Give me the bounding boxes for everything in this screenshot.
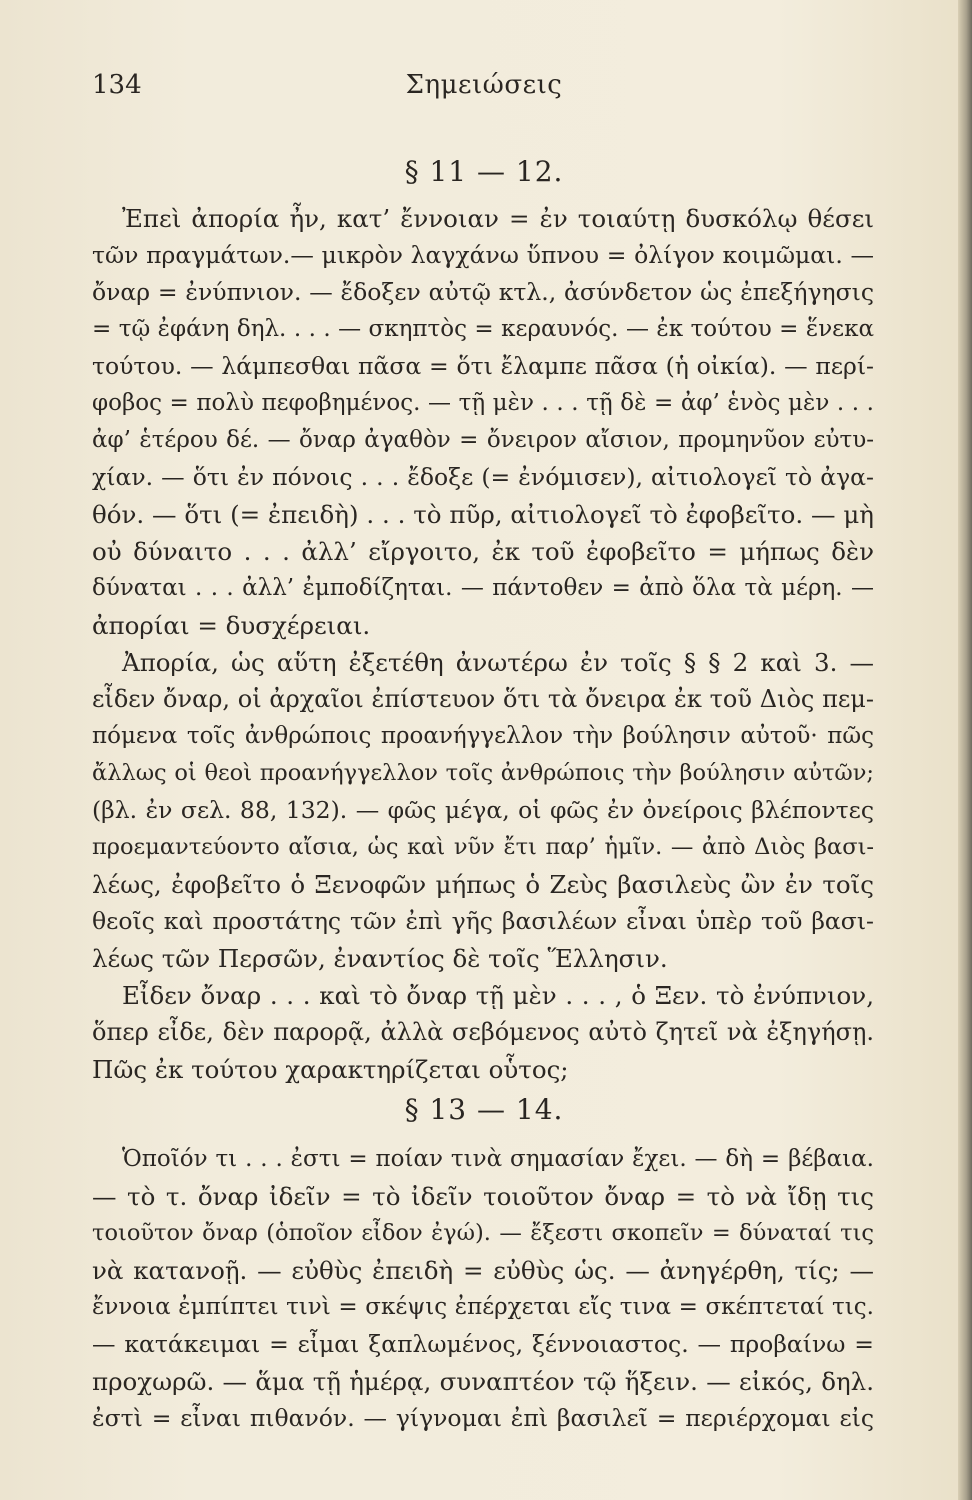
text-line: χίαν. — ὅτι ἐν πόνοις . . . ἔδοξε (= ἐνόμισεν), αἰτιολογεῖ τὸ ἀγα- xyxy=(92,463,874,491)
running-title: Σημειώσεις xyxy=(405,70,563,100)
text-line: πόμενα τοῖς ἀνθρώποις προανήγγελλον τὴν βούλησιν αὐτοῦ· πῶς xyxy=(92,723,874,749)
text-line: εἶδεν ὄναρ, οἱ ἀρχαῖοι ἐπίστευον ὅτι τὰ ὄνειρα ἐκ τοῦ Διὸς πεμ- xyxy=(92,685,874,713)
text-line: ἀφ’ ἑτέρου δέ. — ὄναρ ἀγαθὸν = ὄνειρον αἴσιον, προμηνῦον εὐτυ- xyxy=(92,427,874,453)
page-number: 134 xyxy=(92,70,142,100)
section-heading-13-14: § 13 — 14. xyxy=(404,1093,564,1126)
text-line: Ὁποῖόν τι . . . ἐστι = ποίαν τινὰ σημασίαν ἔχει. — δὴ = βέβαια. xyxy=(122,1146,874,1172)
page-binding-edge xyxy=(958,0,972,1500)
section-13-14-text xyxy=(92,1141,874,1437)
text-line: ἔννοια ἐμπίπτει τινὶ = σκέψις ἐπέρχεται εἴς τινα = σκέπτεταί τις. xyxy=(92,1294,874,1320)
text-line: θόν. — ὅτι (= ἐπειδὴ) . . . τὸ πῦρ, αἰτιολογεῖ τὸ ἐφοβεῖτο. — μὴ xyxy=(92,500,874,529)
text-line: ἐστὶ = εἶναι πιθανόν. — γίγνομαι ἐπὶ βασιλεῖ = περιέρχομαι εἰς xyxy=(92,1404,874,1432)
text-line: τῶν πραγμάτων.— μικρὸν λαγχάνω ὕπνου = ὀλίγον κοιμῶμαι. — xyxy=(92,241,874,269)
text-line: Εἶδεν ὄναρ . . . καὶ τὸ ὄναρ τῇ μὲν . . . , ὁ Ξεν. τὸ ἐνύπνιον, xyxy=(122,981,874,1010)
text-line: ὅπερ εἶδε, δὲν παρορᾷ, ἀλλὰ σεβόμενος αὐτὸ ζητεῖ νὰ ἐξηγήσῃ. xyxy=(92,1018,874,1046)
text-line: προεμαντεύοντο αἴσια, ὡς καὶ νῦν ἔτι παρ’ ἡμῖν. — ἀπὸ Διὸς βασι- xyxy=(92,834,874,860)
text-line: ὄναρ = ἐνύπνιον. — ἔδοξεν αὐτῷ κτλ., ἀσύνδετον ὡς ἐπεξήγησις xyxy=(92,278,874,306)
text-line: ἄλλως οἱ θεοὶ προανήγγελλον τοῖς ἀνθρώποις τὴν βούλησιν αὐτῶν; xyxy=(92,760,874,786)
text-line: οὐ δύναιτο . . . ἀλλ’ εἴργοιτο, ἐκ τοῦ ἐφοβεῖτο = μήπως δὲν xyxy=(92,537,874,566)
section-11-12-text xyxy=(92,200,874,1088)
text-line: = τῷ ἐφάνη δηλ. . . . — σκηπτὸς = κεραυνός. — ἐκ τούτου = ἕνεκα xyxy=(92,316,874,342)
text-line: δύναται . . . ἀλλ’ ἐμποδίζηται. — πάντοθεν = ἀπὸ ὅλα τὰ μέρη. — xyxy=(92,575,874,601)
text-line: θεοῖς καὶ προστάτης τῶν ἐπὶ γῆς βασιλέων εἶναι ὑπὲρ τοῦ βασι- xyxy=(92,907,874,935)
text-line: τούτου. — λάμπεσθαι πᾶσα = ὅτι ἔλαμπε πᾶσα (ἡ οἰκία). — περί- xyxy=(92,352,874,380)
text-line: λέως τῶν Περσῶν, ἐναντίος δὲ τοῖς Ἕλλησιν. xyxy=(92,944,668,973)
text-line: — κατάκειμαι = εἶμαι ξαπλωμένος, ξέννοιαστος. — προβαίνω = xyxy=(92,1330,874,1358)
text-line: φοβος = πολὺ πεφοβημένος. — τῇ μὲν . . . τῇ δὲ = ἀφ’ ἑνὸς μὲν . . . xyxy=(92,390,874,416)
text-line: λέως, ἐφοβεῖτο ὁ Ξενοφῶν μήπως ὁ Ζεὺς βασιλεὺς ὢν ἐν τοῖς xyxy=(92,870,874,899)
text-line: — τὸ τ. ὄναρ ἰδεῖν = τὸ ἰδεῖν τοιοῦτον ὄναρ = τὸ νὰ ἴδῃ τις xyxy=(92,1182,874,1211)
text-line: Ἀπορία, ὡς αὕτη ἐξετέθη ἀνωτέρω ἐν τοῖς § § 2 καὶ 3. — xyxy=(122,648,874,677)
section-heading-11-12: § 11 — 12. xyxy=(404,155,564,188)
page-header xyxy=(92,70,876,110)
text-line: τοιοῦτον ὄναρ (ὁποῖον εἶδον ἐγώ). — ἔξεστι σκοπεῖν = δύναταί τις xyxy=(92,1220,874,1246)
text-line: ἀπορίαι = δυσχέρειαι. xyxy=(92,611,371,640)
text-line: νὰ κατανοῇ. — εὐθὺς ἐπειδὴ = εὐθὺς ὡς. — ἀνηγέρθη, τίς; — xyxy=(92,1256,874,1285)
text-line: (βλ. ἐν σελ. 88, 132). — φῶς μέγα, οἱ φῶς ἐν ὀνείροις βλέποντες xyxy=(92,796,874,824)
text-line: προχωρῶ. — ἅμα τῇ ἡμέρᾳ, συναπτέον τῷ ἥξειν. — εἰκός, δηλ. xyxy=(92,1367,874,1396)
text-line: Πῶς ἐκ τούτου χαρακτηρίζεται οὗτος; xyxy=(92,1055,569,1084)
text-line: Ἐπεὶ ἀπορία ἦν, κατ’ ἔννοιαν = ἐν τοιαύτῃ δυσκόλῳ θέσει xyxy=(122,204,874,233)
